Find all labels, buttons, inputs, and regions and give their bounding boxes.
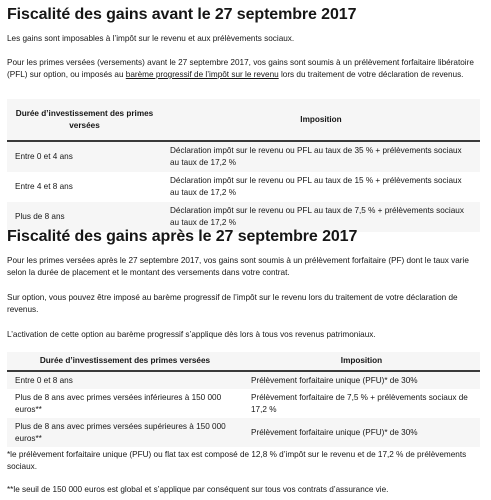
section1-title: Fiscalité des gains avant le 27 septembre 2017	[7, 6, 357, 23]
section1-paragraph	[7, 57, 483, 81]
footnote-threshold: **le seuil de 150 000 euros est global et s’applique par conséquent sur tous vos contrats d’assurance vie.	[7, 485, 389, 494]
cell-duration: Entre 4 et 8 ans	[7, 172, 162, 202]
cell-imposition: Prélèvement forfaitaire unique (PFU)* de 30%	[243, 371, 480, 389]
column-header-duration: Durée d’investissement des primes versées	[7, 352, 243, 371]
table-row	[7, 371, 480, 389]
bareme-progressif-link[interactable]: barème progressif de l’impôt sur le revenu	[125, 70, 279, 79]
table-before-2017	[7, 99, 480, 232]
cell-duration: Plus de 8 ans avec primes versées inférieures à 150 000 euros**	[7, 389, 243, 418]
table-header-row	[7, 352, 480, 371]
section2-title: Fiscalité des gains après le 27 septembre 2017	[7, 228, 358, 245]
table-row	[7, 389, 480, 418]
footnote-pfu: *le prélèvement forfaitaire unique (PFU) ou flat tax est composé de 12,8 % d’impôt sur le revenu et de 17,2 % de prélèvements sociaux.	[7, 450, 467, 471]
table-row	[7, 172, 480, 202]
cell-duration: Entre 0 et 8 ans	[7, 371, 243, 389]
section1-intro: Les gains sont imposables à l’impôt sur le revenu et aux prélèvements sociaux.	[7, 34, 295, 43]
section2-paragraph-1: Pour les primes versées après le 27 septembre 2017, vos gains sont soumis à un prélèvement forfaitaire (PF) dont le taux varie selon la durée de placement et le montant des versements dans votre contrat.	[7, 256, 469, 277]
section1-paragraph-end: lors du traitement de votre déclaration de revenus.	[278, 70, 464, 79]
cell-duration: Entre 0 et 4 ans	[7, 141, 162, 172]
cell-duration: Plus de 8 ans avec primes versées supérieures à 150 000 euros**	[7, 418, 243, 447]
table-row	[7, 141, 480, 172]
column-header-imposition: Imposition	[243, 352, 480, 371]
section1-paragraph-start: Pour les primes versées (versements) avant le 27 septembre 2017, vos gains sont soumis à un prélèvement forfaitaire libératoire (PFL) sur option, ou imposés au	[7, 58, 474, 79]
section2-paragraph-2: Sur option, vous pouvez être imposé au barème progressif de l’impôt sur le revenu lors du traitement de votre déclaration de revenus.	[7, 293, 458, 314]
cell-imposition: Déclaration impôt sur le revenu ou PFL au taux de 7,5 % + prélèvements sociaux au taux de 17,2 %	[162, 202, 480, 232]
cell-duration: Plus de 8 ans	[7, 202, 162, 232]
table-row	[7, 418, 480, 447]
cell-imposition: Déclaration impôt sur le revenu ou PFL au taux de 15 % + prélèvements sociaux au taux de 17,2 %	[162, 172, 480, 202]
table-header-row	[7, 99, 480, 141]
cell-imposition: Déclaration impôt sur le revenu ou PFL au taux de 35 % + prélèvements sociaux au taux de 17,2 %	[162, 141, 480, 172]
cell-imposition: Prélèvement forfaitaire unique (PFU)* de 30%	[243, 418, 480, 447]
cell-imposition: Prélèvement forfaitaire de 7,5 % + prélèvements sociaux de 17,2 %	[243, 389, 480, 418]
column-header-duration: Durée d’investissement des primes versées	[7, 99, 162, 141]
column-header-imposition: Imposition	[162, 99, 480, 141]
table-after-2017	[7, 352, 480, 447]
section2-paragraph-3: L’activation de cette option au barème progressif s’applique dès lors à tous vos revenus patrimoniaux.	[7, 330, 376, 339]
